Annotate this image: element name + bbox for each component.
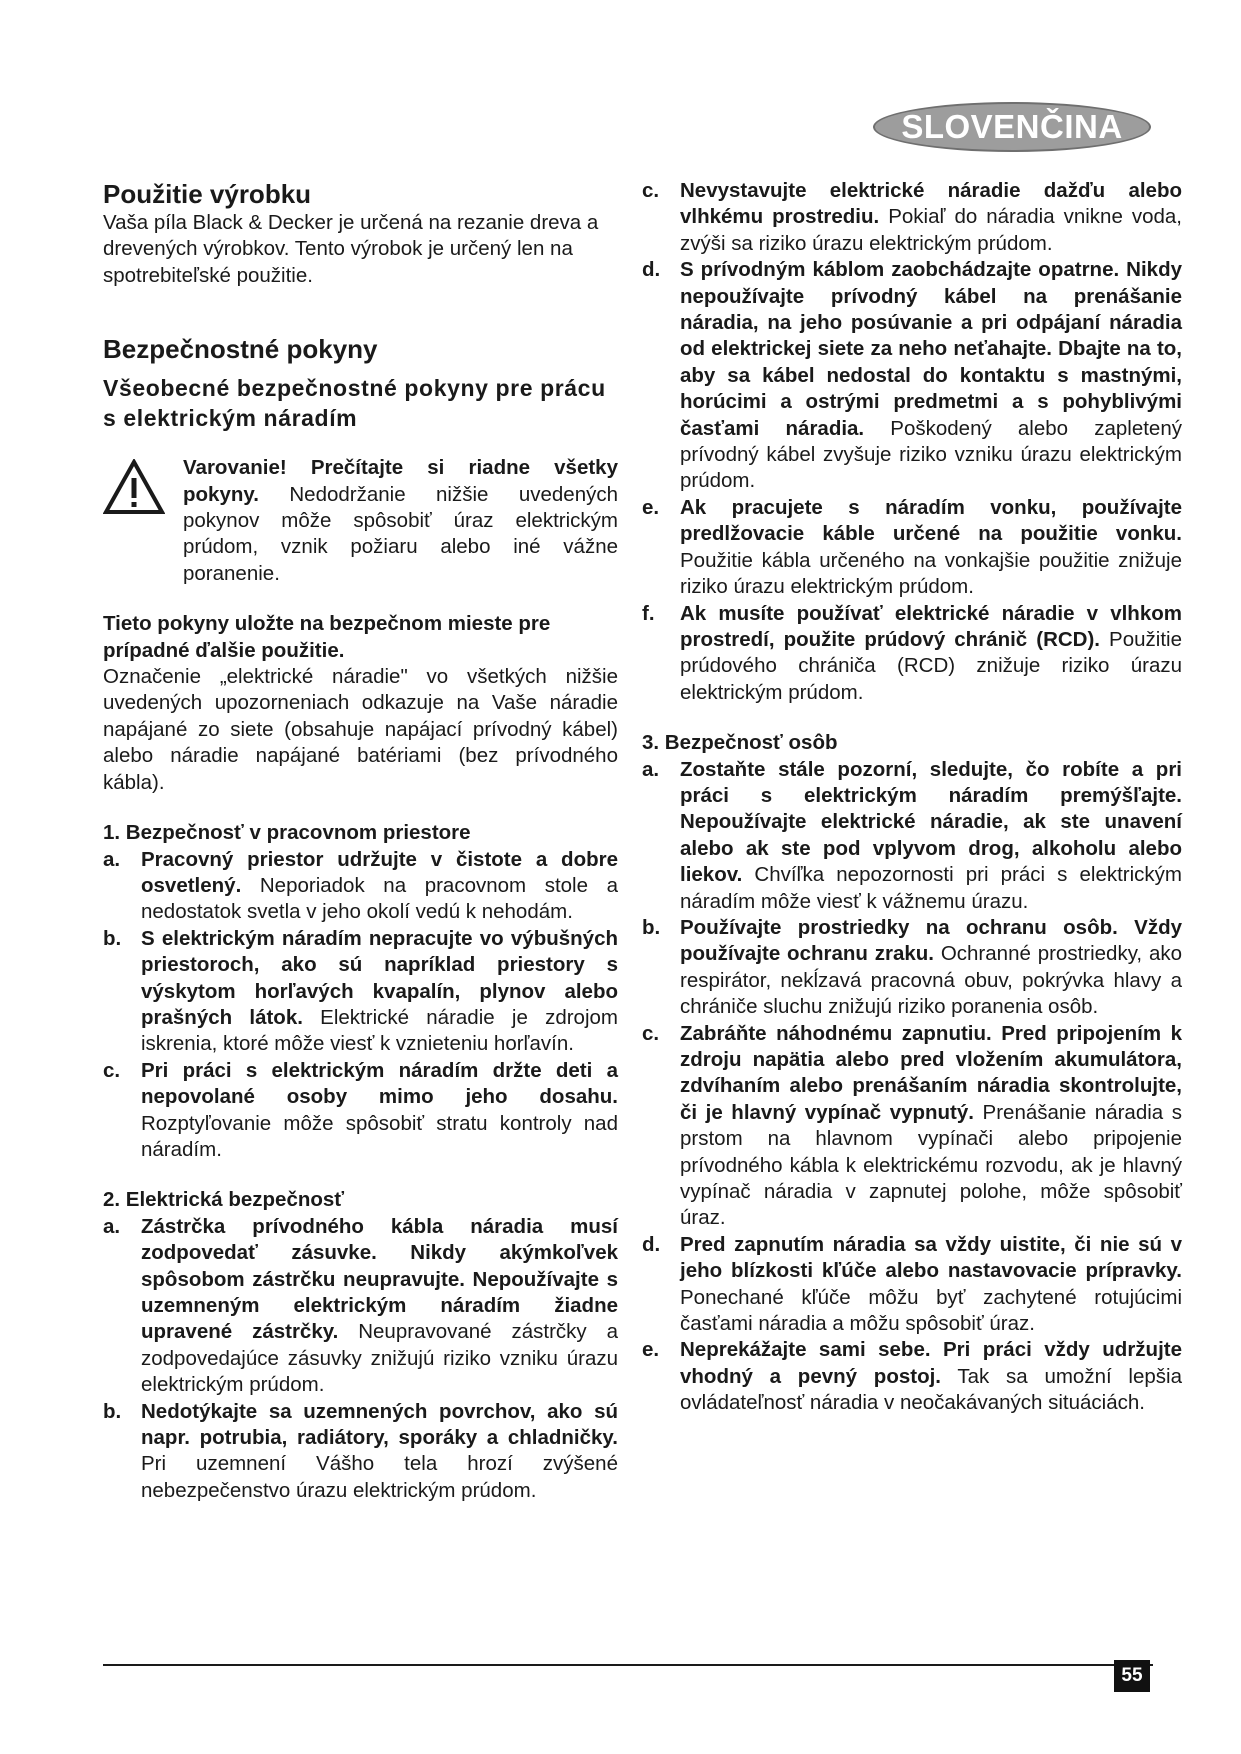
- section-3-title: 3. Bezpečnosť osôb: [642, 731, 838, 755]
- warning-icon: [103, 459, 165, 515]
- list-item: d. S prívodným káblom zaobchádzajte opatrne. Nikdy nepoužívajte prívodný kábel na prenášanie náradia, na jeho posúvanie a pri odpájaní náradia od elektrickej siete za neho neťahajte. Dbajte na to, aby sa kábel nedostal do kontaktu s mastnými, horúcimi a ostrými predmetmi a s pohyblivými časťami náradia. Poškodený alebo zapletený prívodný kábel zvyšuje riziko vzniku úrazu elektrickým prúdom.: [642, 258, 1182, 493]
- warning-block: [103, 455, 618, 587]
- list-item: a. Pracovný priestor udržujte v čistote a dobre osvetlený. Neporiadok na pracovnom stole a nedostatok svetla v jeho okolí vedú k nehodám.: [103, 847, 618, 924]
- list-item: a. Zostaňte stále pozorní, sledujte, čo robíte a pri práci s elektrickým náradím premýšľajte. Nepoužívajte elektrické náradie, ak ste unavení alebo ak ste pod vplyvom drog, alkoholu alebo liekov. Chvíľka nepozornosti pri práci s elektrickým náradím môže viesť k vážnemu úrazu.: [642, 757, 1182, 913]
- list-item: d. Pred zapnutím náradia sa vždy uistite, či nie sú v jeho blízkosti kľúče alebo nastavovacie prípravky. Ponechané kľúče môžu byť zachytené rotujúcimi časťami náradia a môžu spôsobiť úraz.: [642, 1232, 1182, 1336]
- list-item: c. Zabráňte náhodnému zapnutiu. Pred pripojením k zdroju napätia alebo pred vložením akumulátora, zdvíhaním alebo prenášaním náradia skontrolujte, či je hlavný vypínač vypnutý. Prenášanie náradia s prstom na hlavnom vypínači alebo pripojenie prívodného kábla k elektrickému rozvodu, ak je hlavný vypínač náradia v zapnutej polohe, môže spôsobiť úraz.: [642, 1021, 1182, 1230]
- list-item: a. Zástrčka prívodného kábla náradia musí zodpovedať zásuvke. Nikdy akýmkoľvek spôsobom zástrčku neupravujte. Nepoužívajte s uzemneným elektrickým náradím žiadne upravené zástrčky. Neupravované zástrčky a zodpovedajúce zásuvky znižujú riziko vzniku úrazu elektrickým prúdom.: [103, 1214, 618, 1397]
- list-item: f. Ak musíte používať elektrické náradie v vlhkom prostredí, použite prúdový chránič (RCD). Použitie prúdového chrániča (RCD) znižuje riziko úrazu elektrickým prúdom.: [642, 601, 1182, 704]
- list-item: b. Používajte prostriedky na ochranu osôb. Vždy používajte ochranu zraku. Ochranné prostriedky, ako respirátor, nekĺzavá pracovná obuv, pokrývka hlavy a chrániče sluchu znižujú riziko poranenia osôb.: [642, 915, 1182, 1019]
- safety-title: Bezpečnostné pokyny: [103, 334, 378, 365]
- usage-title: Použitie výrobku: [103, 179, 312, 209]
- list-item: b. Nedotýkajte sa uzemnených povrchov, ako sú napr. potrubia, radiátory, sporáky a chladničky. Pri uzemnení Vášho tela hrozí zvýšené nebezpečenstvo úrazu elektrickým prúdom.: [103, 1399, 618, 1502]
- left-column: [103, 178, 618, 1504]
- list-item: e. Ak pracujete s náradím vonku, používajte predlžovacie káble určené na použitie vonku. Použitie kábla určeného na vonkajšie použitie znižuje riziko úrazu elektrickým prúdom.: [642, 495, 1182, 599]
- keep-text: Označenie „elektrické náradie" vo všetkých nižšie uvedených upozorneniach odkazuje na Vaše náradie napájané zo siete (obsahuje napájací prívodný kábel) alebo náradie napájané batériami (bez prívodného kábla).: [103, 665, 618, 794]
- general-safety-title: Všeobecné bezpečnostné pokyny pre prácu s elektrickým náradím: [103, 375, 606, 432]
- right-column: [642, 178, 1182, 1417]
- list-item: e. Neprekážajte sami sebe. Pri práci vždy udržujte vhodný a pevný postoj. Tak sa umožní lepšia ovládateľnosť náradia v neočakávaných situáciách.: [642, 1338, 1182, 1415]
- footer-divider: [103, 1664, 1153, 1666]
- section-2-title: 2. Elektrická bezpečnosť: [103, 1188, 345, 1212]
- warning-text: Nedodržanie nižšie uvedených pokynov môže spôsobiť úraz elektrickým prúdom, vznik požiaru alebo iné vážne poranenie.: [183, 482, 618, 585]
- language-badge: SLOVENČINA: [873, 102, 1151, 152]
- list-item: c. Nevystavujte elektrické náradie dažďu alebo vlhkému prostrediu. Pokiaľ do náradia vnikne voda, zvýši sa riziko úrazu elektrickým prúdom.: [642, 179, 1182, 255]
- page-number: 55: [1114, 1660, 1150, 1692]
- keep-instructions: Tieto pokyny uložte na bezpečnom mieste pre prípadné ďalšie použitie.: [103, 612, 551, 662]
- usage-text: Vaša píla Black & Decker je určená na rezanie dreva a drevených výrobkov. Tento výrobok je určený len na spotrebiteľské použitie.: [103, 211, 599, 287]
- warning-bold: Varovanie! Prečítajte si riadne všetky pokyny.: [183, 456, 618, 506]
- section-1-title: 1. Bezpečnosť v pracovnom priestore: [103, 821, 471, 845]
- list-item: c. Pri práci s elektrickým náradím držte deti a nepovolané osoby mimo jeho dosahu. Rozptyľovanie môže spôsobiť stratu kontroly nad náradím.: [103, 1058, 618, 1161]
- list-item: b. S elektrickým náradím nepracujte vo výbušných priestoroch, ako sú napríklad priestory s výskytom horľavých kvapalín, plynov alebo prašných látok. Elektrické náradie je zdrojom iskrenia, ktoré môže viesť k vznieteniu horľavín.: [103, 926, 618, 1056]
